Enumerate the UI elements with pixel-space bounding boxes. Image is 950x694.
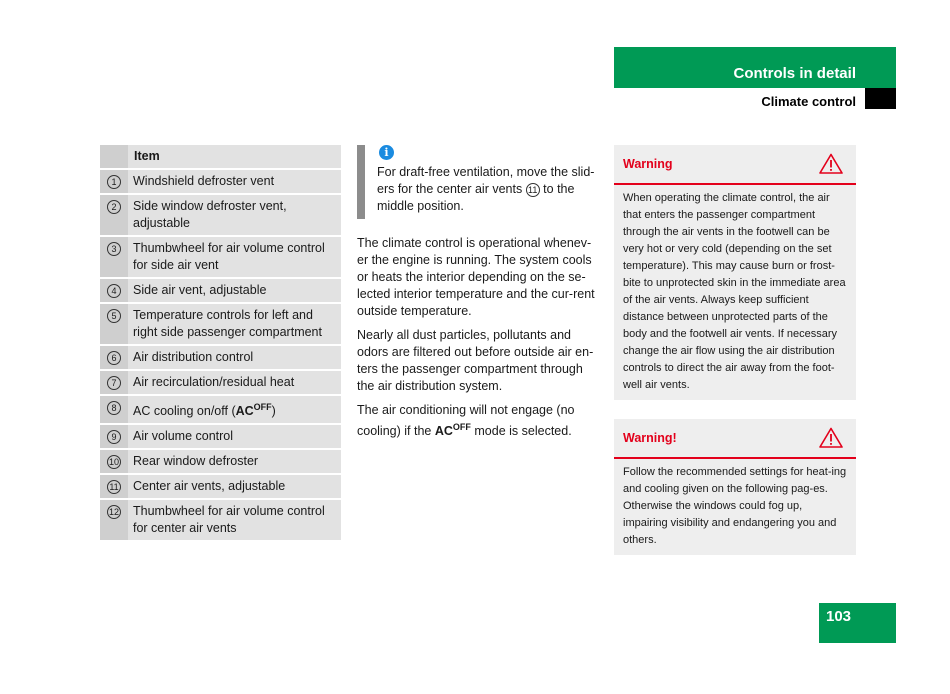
page-number-box bbox=[819, 603, 896, 643]
item-description: Center air vents, adjustable bbox=[128, 474, 341, 499]
item-text: AC cooling on/off ( bbox=[133, 404, 236, 419]
item-text-end: ) bbox=[271, 404, 276, 419]
paragraph-text: The air conditioning will not engage (no cooling) if the bbox=[357, 403, 575, 439]
warning-text: When operating the climate control, the air that enters the passenger compartment through the air vents in the footwell can be very hot or very cold (depending on the set temperature). This may cause burn or frost-bite to unprotected skin in the immediate area of the air vents. Always keep sufficient distance between unprotected parts of the body and the footwell air vents. If necessary change the air flow using the air distribution controls to direct the air away from the foot-well air vents. bbox=[623, 192, 846, 391]
paragraph bbox=[357, 402, 602, 440]
table-header-item: Item bbox=[128, 145, 341, 169]
item-description: Side air vent, adjustable bbox=[128, 278, 341, 303]
table-row bbox=[100, 345, 341, 370]
paragraph: The climate control is operational whenev-er the engine is running. The system cools or heats the interior depending on the se-lected interior temperature and the cur-rent outside temperature. bbox=[357, 236, 595, 318]
paragraph-text-end: mode is selected. bbox=[474, 424, 572, 439]
info-note bbox=[357, 145, 602, 219]
item-description: Air volume control bbox=[128, 424, 341, 449]
table-row bbox=[100, 499, 341, 541]
item-number: 2 bbox=[107, 200, 121, 214]
ac-label: AC bbox=[434, 424, 453, 439]
note-text bbox=[377, 164, 602, 215]
item-number: 9 bbox=[107, 430, 121, 444]
paragraph: Nearly all dust particles, pollutants and odors are filtered out before outside air en-ters the passenger compartment through the air distribution system. bbox=[357, 328, 594, 393]
item-description: Windshield defroster vent bbox=[128, 169, 341, 194]
table-row bbox=[100, 370, 341, 395]
table-row bbox=[100, 303, 341, 345]
item-number: 11 bbox=[107, 480, 121, 494]
table-header-num bbox=[100, 145, 128, 169]
ac-off-superscript: OFF bbox=[452, 422, 471, 432]
item-description: Rear window defroster bbox=[128, 449, 341, 474]
item-description: Side window defroster vent, adjustable bbox=[128, 194, 341, 236]
note-reference-number: 11 bbox=[526, 183, 540, 197]
table-header-row bbox=[100, 145, 341, 169]
section-marker bbox=[865, 88, 896, 109]
item-number: 1 bbox=[107, 175, 121, 189]
item-description: Air distribution control bbox=[128, 345, 341, 370]
section-header bbox=[614, 88, 896, 109]
item-number: 6 bbox=[107, 351, 121, 365]
page-number: 103 bbox=[826, 608, 852, 625]
item-description: Thumbwheel for air volume control for side air vent bbox=[128, 236, 341, 278]
note-text-start: For draft-free ventilation, move the slid-ers for the center air vents bbox=[377, 165, 595, 196]
warning-box bbox=[614, 419, 856, 555]
info-icon: i bbox=[379, 145, 394, 160]
item-number: 7 bbox=[107, 376, 121, 390]
table-row bbox=[100, 449, 341, 474]
section-title: Climate control bbox=[761, 94, 856, 109]
item-number: 10 bbox=[108, 457, 119, 468]
table-row bbox=[100, 236, 341, 278]
item-number: 4 bbox=[107, 284, 121, 298]
note-text-end: to the middle position. bbox=[377, 182, 575, 213]
table-row bbox=[100, 169, 341, 194]
warning-title: Warning! bbox=[623, 431, 677, 445]
item-number: 5 bbox=[107, 309, 121, 323]
ac-label: AC bbox=[235, 404, 254, 419]
item-number: 3 bbox=[107, 242, 121, 256]
warning-text: Follow the recommended settings for heat-ing and cooling given on the following pag-es. Otherwise the windows could fog up, impairing visibility and endangering you and others. bbox=[623, 466, 847, 546]
item-number: 8 bbox=[107, 401, 121, 415]
item-table bbox=[100, 145, 341, 542]
item-description: Thumbwheel for air volume control for center air vents bbox=[128, 499, 341, 541]
chapter-title: Controls in detail bbox=[733, 65, 856, 82]
body-text bbox=[357, 235, 602, 447]
warning-triangle-icon bbox=[819, 153, 843, 174]
item-number: 12 bbox=[108, 507, 119, 518]
item-description bbox=[128, 395, 341, 424]
item-description: Air recirculation/residual heat bbox=[128, 370, 341, 395]
header-band bbox=[614, 47, 896, 88]
table-row bbox=[100, 278, 341, 303]
warning-header bbox=[614, 419, 856, 459]
warning-triangle-icon bbox=[819, 427, 843, 448]
table-row bbox=[100, 424, 341, 449]
warning-box bbox=[614, 145, 856, 400]
note-bar bbox=[357, 145, 365, 219]
table-row bbox=[100, 194, 341, 236]
ac-off-superscript: OFF bbox=[253, 402, 272, 412]
table-row bbox=[100, 474, 341, 499]
table-row bbox=[100, 395, 341, 424]
warning-header bbox=[614, 145, 856, 185]
item-description: Temperature controls for left and right side passenger compartment bbox=[128, 303, 341, 345]
warning-title: Warning bbox=[623, 157, 673, 171]
